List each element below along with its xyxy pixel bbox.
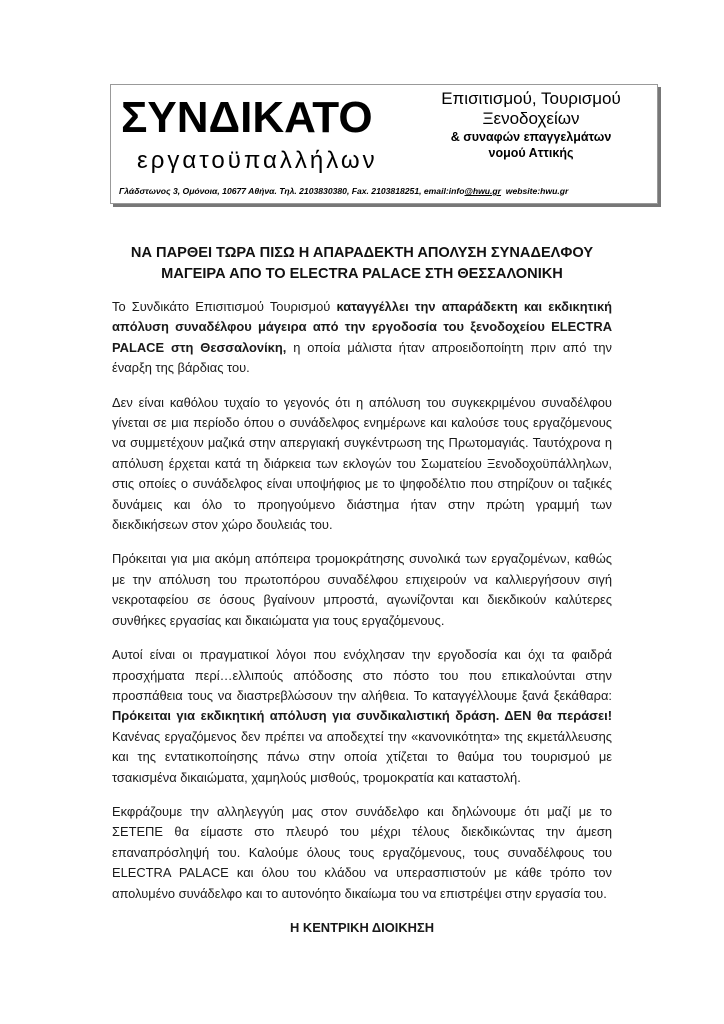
document-body — [112, 297, 612, 904]
document-content — [100, 243, 624, 938]
letterhead-line: Ξενοδοχείων — [482, 109, 580, 128]
text-run: Αυτοί είναι οι πραγματικοί λόγοι που ενόχλησαν την εργοδοσία και όχι τα φαιδρά προσχήματα περί…ελλιπούς απόδοσης στο πόστο του που επικαλούνται στην προσπάθεια τους να διαστρεβλώσουν την αλήθεια. Το καταγγέλλουμε ξανά ξεκάθαρα: — [112, 647, 612, 703]
letterhead-sector — [411, 89, 651, 161]
paragraph-1 — [112, 297, 612, 379]
document-title — [100, 243, 624, 285]
text-run: η οποία μάλιστα ήταν απροειδοποίητη πριν από την έναρξη της βάρδιας του. — [112, 339, 612, 376]
paragraph-5: Εκφράζουμε την αλληλεγγύη μας στον συνάδελφο και δηλώνουμε ότι μαζί με το ΣΕΤΕΠΕ θα είμαστε στο πλευρό του μέχρι τέλους διεκδικώντας την άμεση επαναπρόσληψή του. Καλούμε όλους τους εργαζόμενους, τους συναδέλφους του ELECTRA PALACE και όλου του κλάδου να υπερασπιστούν με κάθε τρόπο τον απολυμένο συνάδελφο και το αυτονόητο δικαίωμα του να επιστρέψει στην εργασία του. — [112, 803, 612, 901]
website-text: website:hwu.gr — [505, 186, 569, 196]
text-run: Κανένας εργαζόμενος δεν πρέπει να αποδεχτεί την «κανονικότητα» της εκμετάλλευσης και της εντατικοποίησης πάνω στην οποία χτίζεται το θαύμα του τουρισμού με τσακισμένα δικαιώματα, χαμηλούς μισθούς, τρομοκρατία και καταστολή. — [112, 728, 612, 785]
letterhead-line: νομού Αττικής — [488, 146, 574, 160]
title-line: ΜΑΓΕΙΡΑ ΑΠΟ ΤΟ ELECTRA PALACE ΣΤΗ ΘΕΣΣΑΛΟΝΙΚΗ — [161, 266, 563, 282]
email-link[interactable]: @hwu.gr — [464, 186, 502, 196]
bold-text-run: Πρόκειται για εκδικητική απόλυση για συνδικαλιστική δράση. ΔΕΝ θα περάσει! — [112, 708, 612, 724]
letterhead-title: ΣΥΝΔΙΚΑΤΟ — [121, 93, 373, 142]
paragraph-4 — [112, 645, 612, 788]
letterhead-line: & συναφών επαγγελμάτων — [450, 130, 612, 144]
title-line: ΝΑ ΠΑΡΘΕΙ ΤΩΡΑ ΠΙΣΩ Η ΑΠΑΡΑΔΕΚΤΗ ΑΠΟΛΥΣΗ ΣΥΝΑΔΕΛΦΟΥ — [130, 245, 594, 261]
address-text: Γλάδστωνος 3, Ομόνοια, 10677 Αθήνα. Τηλ. 2103830380, Fax. 2103818251, email:info — [119, 186, 465, 196]
paragraph-3: Πρόκειται για μια ακόμη απόπειρα τρομοκράτησης συνολικά των εργαζομένων, καθώς με την απόλυση του πρωτοπόρου συναδέλφου επιχειρούν να καλλιεργήσουν σιγή νεκροταφείου σε όσους βγαίνουν μπροστά, αγωνίζονται και διεκδικούν καλύτερες συνθήκες εργασίας και δικαιώματα για τους εργαζόμενους. — [112, 551, 612, 628]
signature: Η ΚΕΝΤΡΙΚΗ ΔΙΟΙΚΗΣΗ — [290, 919, 434, 935]
letterhead-subtitle: εργατοϋπαλλήλων — [137, 147, 378, 174]
text-run: Το Συνδικάτο Επισιτισμού Τουρισμού — [112, 299, 337, 314]
bold-text-run: καταγγέλλει την απαράδεκτη και εκδικητική απόλυση συναδέλφου μάγειρα από την εργοδοσία του ξενοδοχείου ELECTRA PALACE στη Θεσσαλονίκη, — [112, 299, 613, 355]
paragraph-2: Δεν είναι καθόλου τυχαίο το γεγονός ότι η απόλυση του συγκεκριμένου συναδέλφου γίνεται σε μια περίοδο όπου ο συνάδελφος ενημέρωνε και καλούσε τους εργαζόμενους να συμμετέχουν μαζικά στην απεργιακή συγκέντρωση της Πρωτομαγιάς. Ταυτόχρονα η απόλυση έρχεται κατά τη διάρκεια των εκλογών του Σωματείου Ξενοδοχοϋπάλληλων, στις οποίες ο συνάδελφος είναι υποψήφιος με το ψηφοδέλτιο που στηρίζουν οι ταξικές δυνάμεις και όλο το προηγούμενο διάστημα ήταν στην πρώτη γραμμή των διεκδικήσεων στον χώρο δουλειάς του. — [112, 394, 612, 533]
letterhead — [110, 84, 658, 204]
letterhead-line: Επισιτισμού, Τουρισμού — [441, 89, 621, 108]
letterhead-address — [119, 185, 568, 197]
